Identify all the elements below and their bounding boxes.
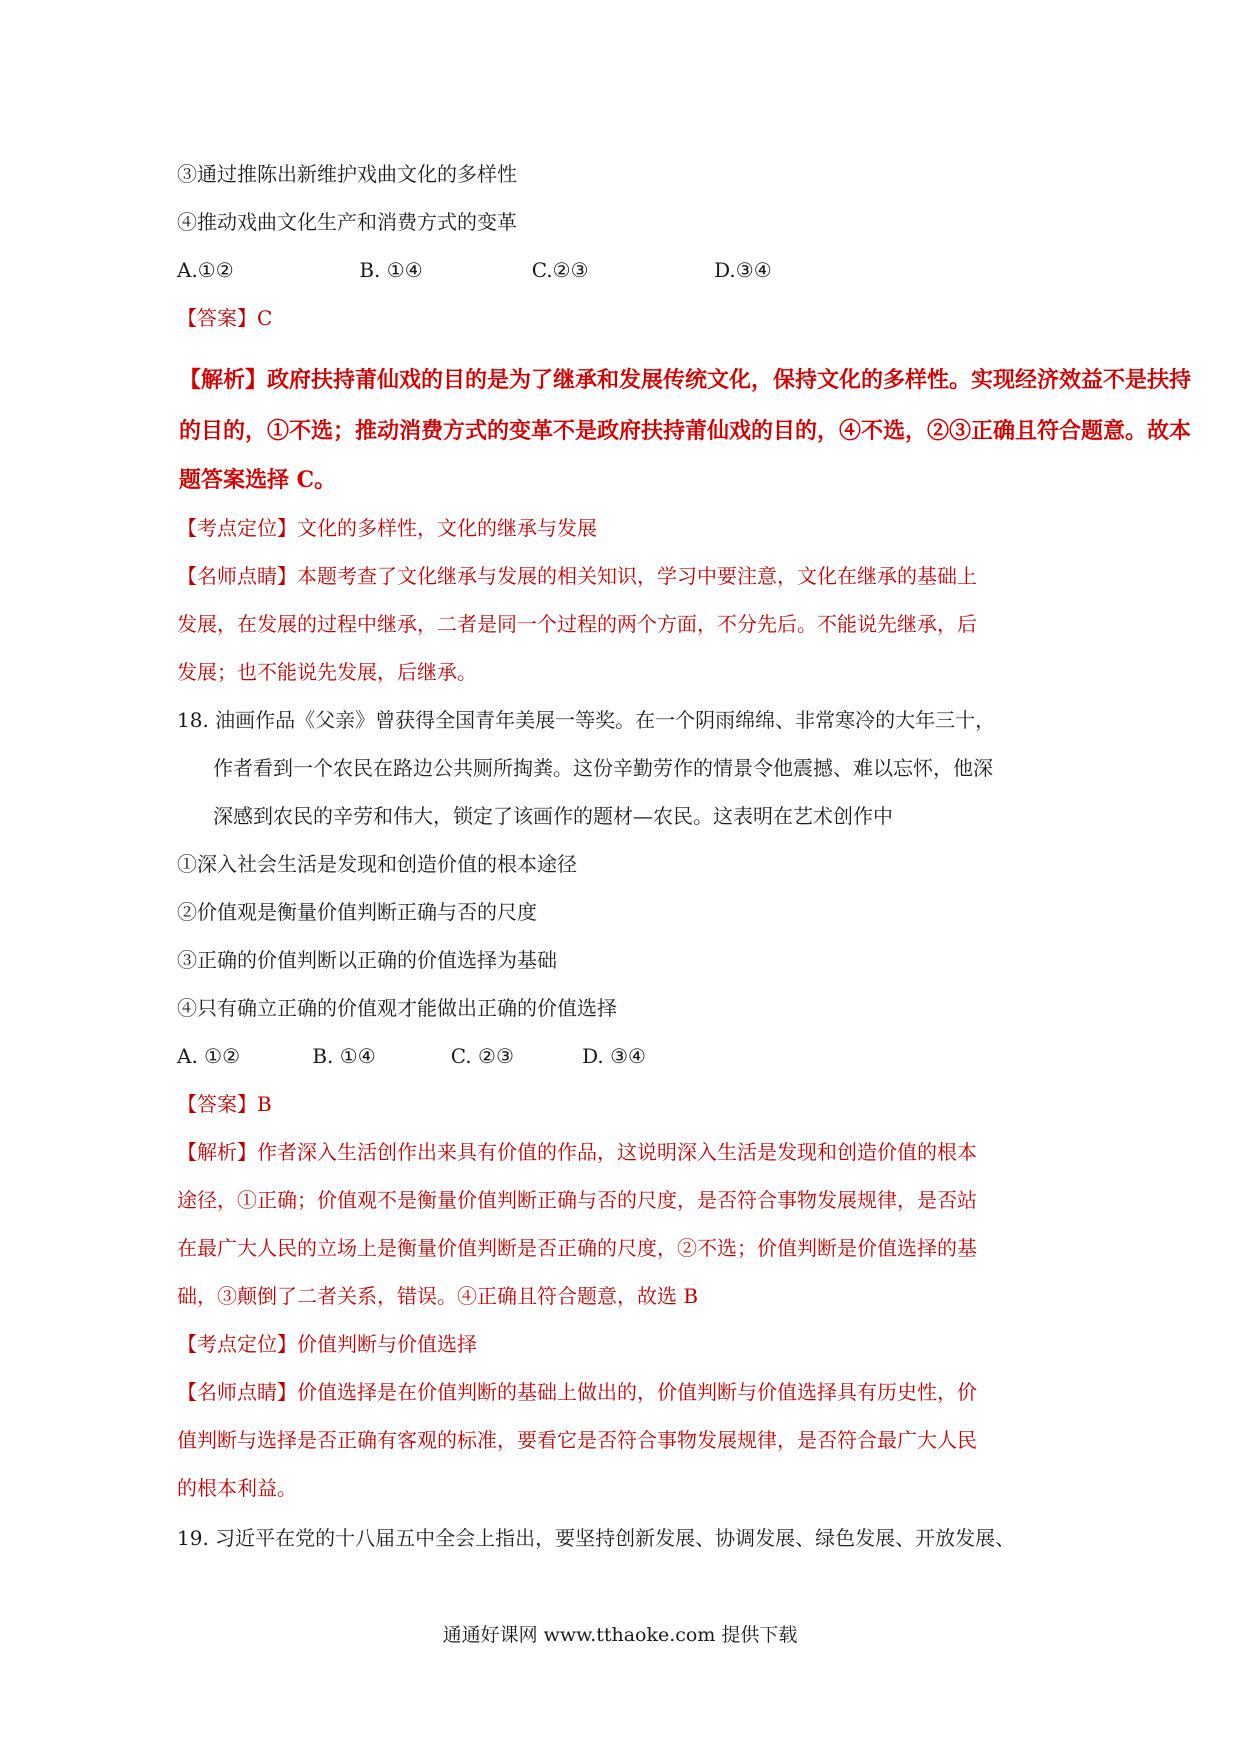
q17-mingshi-line-2: 发展，在发展的过程中继承，二者是同一个过程的两个方面，不分先后。不能说先继承，后: [177, 612, 977, 636]
q17-mingshi-line-3: 发展；也不能说先发展，后继承。: [177, 660, 477, 684]
q18-analysis-line-2: 途径，①正确；价值观不是衡量价值判断正确与否的尺度，是否符合事物发展规律，是否站: [177, 1188, 977, 1212]
q17-mingshi-line-1: 【名师点睛】本题考查了文化继承与发展的相关知识，学习中要注意，文化在继承的基础上: [177, 564, 977, 588]
q18-stem-line-2: 作者看到一个农民在路边公共厕所掏粪。这份辛勤劳作的情景令他震撼、难以忘怀，他深: [213, 756, 993, 780]
q17-kaodian: 【考点定位】文化的多样性，文化的继承与发展: [177, 516, 597, 540]
q17-choice-d: D.③④: [714, 258, 772, 282]
q18-mingshi-line-3: 的根本利益。: [177, 1476, 297, 1500]
q18-option-4: ④只有确立正确的价值观才能做出正确的价值选择: [177, 996, 617, 1020]
q17-choices: [177, 256, 772, 284]
q18-choice-d: D. ③④: [582, 1044, 646, 1068]
q17-option-4: ④推动戏曲文化生产和消费方式的变革: [177, 210, 517, 234]
q17-analysis-line-2: 的目的，①不选；推动消费方式的变革不是政府扶持莆仙戏的目的，④不选，②③正确且符合题意。故本: [179, 418, 1192, 444]
q18-analysis-line-1: 【解析】作者深入生活创作出来具有价值的作品，这说明深入生活是发现和创造价值的根本: [177, 1140, 977, 1164]
q17-option-3: ③通过推陈出新维护戏曲文化的多样性: [177, 162, 517, 186]
q18-stem-line-1: 18. 油画作品《父亲》曾获得全国青年美展一等奖。在一个阴雨绵绵、非常寒冷的大年三十，: [177, 708, 996, 732]
page-footer: 通通好课网 www.tthaoke.com 提供下载: [442, 1624, 798, 1646]
q19-stem-line-1: 19. 习近平在党的十八届五中全会上指出，要坚持创新发展、协调发展、绿色发展、开放发展、: [177, 1526, 1016, 1550]
q17-choice-c: C.②③: [531, 258, 589, 282]
q18-analysis-line-3: 在最广大人民的立场上是衡量价值判断是否正确的尺度，②不选；价值判断是价值选择的基: [177, 1236, 977, 1260]
q18-choices: [177, 1042, 646, 1070]
q18-answer: 【答案】B: [177, 1092, 272, 1116]
q18-stem-line-3: 深感到农民的辛劳和伟大，锁定了该画作的题材—农民。这表明在艺术创作中: [213, 804, 893, 828]
q17-analysis-line-3: 题答案选择 C。: [179, 467, 337, 493]
q18-kaodian: 【考点定位】价值判断与价值选择: [177, 1332, 477, 1356]
q17-answer: 【答案】C: [177, 306, 273, 330]
q18-choice-a: A. ①②: [177, 1044, 241, 1068]
q18-option-2: ②价值观是衡量价值判断正确与否的尺度: [177, 900, 537, 924]
q18-choice-c: C. ②③: [450, 1044, 514, 1068]
q18-analysis-line-4: 础，③颠倒了二者关系，错误。④正确且符合题意，故选 B: [177, 1284, 699, 1308]
q17-choice-a: A.①②: [177, 258, 234, 282]
q18-option-3: ③正确的价值判断以正确的价值选择为基础: [177, 948, 557, 972]
q18-mingshi-line-2: 值判断与选择是否正确有客观的标准，要看它是否符合事物发展规律，是否符合最广大人民: [177, 1428, 977, 1452]
q17-choice-b: B. ①④: [359, 258, 423, 282]
q17-analysis-line-1: 【解析】政府扶持莆仙戏的目的是为了继承和发展传统文化，保持文化的多样性。实现经济效益不是扶持: [179, 367, 1192, 393]
q18-choice-b: B. ①④: [312, 1044, 376, 1068]
q18-option-1: ①深入社会生活是发现和创造价值的根本途径: [177, 852, 577, 876]
q18-mingshi-line-1: 【名师点睛】价值选择是在价值判断的基础上做出的，价值判断与价值选择具有历史性，价: [177, 1380, 977, 1404]
